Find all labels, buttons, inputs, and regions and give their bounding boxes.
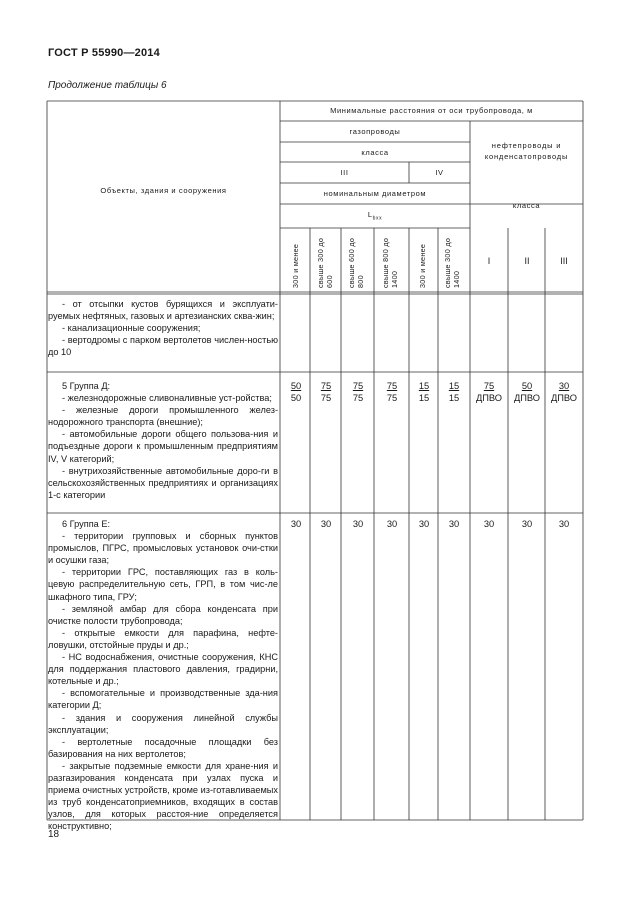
class-iii-header: III bbox=[340, 168, 349, 177]
list-item: - от отсыпки кустов бурящихся и эксплуати-руемых нефтяных, газовых и артезианских сква-жин; bbox=[48, 299, 278, 322]
page-number: 18 bbox=[48, 829, 60, 840]
list-item: - внутрихозяйственные автомобильные доро-ги в сельскохозяйственных предприятиях и организациях 1-с категории bbox=[48, 465, 278, 500]
oil-class-ii: II bbox=[524, 256, 530, 266]
value-top: 15 bbox=[448, 381, 460, 391]
value-top: 50 bbox=[290, 381, 302, 391]
value-cell bbox=[311, 380, 341, 404]
gas-class-header: класса bbox=[361, 148, 389, 157]
value-bottom: 50 bbox=[290, 393, 302, 403]
value-cell bbox=[439, 380, 469, 404]
list-item: - вертолетные посадочные площадки без базирования на них вертолетов; bbox=[48, 736, 278, 759]
value-bottom: 15 bbox=[448, 393, 460, 403]
list-item: - вертодромы с парком вертолетов числен-ностью до 10 bbox=[48, 335, 278, 358]
list-item: - НС водоснабжения, очистные сооружения, КНС для поддержания пластового давления, градирни, котельные и др.; bbox=[48, 652, 278, 687]
value-cell bbox=[377, 380, 407, 404]
value-cell: 30 bbox=[418, 519, 430, 529]
list-item: - автомобильные дороги общего пользова-ния и подъездные дороги к промышленным предприятиям IV, V категорий; bbox=[48, 429, 278, 464]
oil-class-header: класса bbox=[512, 201, 541, 210]
class-iv-header: IV bbox=[435, 168, 444, 177]
value-top: 75 bbox=[386, 381, 398, 391]
value-bottom: ДПВО bbox=[475, 393, 503, 403]
value-cell bbox=[281, 380, 311, 404]
list-item: - канализационные сооружения; bbox=[62, 323, 201, 334]
value-cell: 30 bbox=[386, 519, 398, 529]
value-cell: 30 bbox=[521, 519, 533, 529]
value-cell: 30 bbox=[290, 519, 302, 529]
list-item: - вспомогательные и производственные зда-ния категории Д; bbox=[48, 688, 278, 711]
min-distances-header: Минимальные расстояния от оси трубопровода, м bbox=[330, 106, 533, 115]
group-heading: 5 Группа Д: bbox=[62, 381, 111, 391]
value-bottom: ДПВО bbox=[513, 393, 541, 403]
oil-class-iii: III bbox=[560, 256, 568, 266]
value-cell bbox=[343, 380, 373, 404]
value-cell: 30 bbox=[448, 519, 460, 529]
value-top: 30 bbox=[558, 381, 570, 391]
value-top: 15 bbox=[418, 381, 430, 391]
list-item: - закрытые подземные емкости для хране-ния и разгазирования конденсата при узлах пуска и приема очистных устройств, кроме из-готавливаемых из труб конденсатоприемников, входящих в состав узлов, для которых расстоя-ние определяется конструктивно; bbox=[48, 760, 278, 832]
diameter-symbol bbox=[280, 209, 470, 225]
value-bottom: 75 bbox=[320, 393, 332, 403]
subcol-4-header: свыше 800 до 1400 bbox=[381, 237, 399, 288]
value-cell: 30 bbox=[558, 519, 570, 529]
value-cell bbox=[409, 380, 439, 404]
group-heading: 6 Группа Е: bbox=[62, 519, 111, 529]
subcol-1-header: 300 и менее bbox=[291, 243, 300, 288]
value-top: 75 bbox=[320, 381, 332, 391]
value-bottom: 75 bbox=[352, 393, 364, 403]
value-cell bbox=[546, 380, 582, 404]
row-1-objects bbox=[48, 298, 278, 358]
value-cell bbox=[471, 380, 507, 404]
value-bottom: 15 bbox=[418, 393, 430, 403]
list-item: - земляной амбар для сбора конденсата при очистке полости трубопровода; bbox=[48, 603, 278, 626]
oil-class-i: I bbox=[487, 256, 491, 266]
subcol-3-header: свыше 600 до 800 bbox=[347, 237, 365, 288]
list-item: - территории групповых и сборных пунктов промыслов, ПГРС, промысловых установок очи-стки и осушки газа; bbox=[48, 531, 278, 566]
list-item: - здания и сооружения линейной службы эксплуатации; bbox=[48, 712, 278, 735]
oil-pipelines-header: нефтепроводы и конденсатопроводы bbox=[484, 141, 569, 161]
value-bottom: ДПВО bbox=[550, 393, 578, 403]
subcol-2-header: свыше 300 до 600 bbox=[316, 237, 334, 288]
value-top: 50 bbox=[521, 381, 533, 391]
diameter-symbol-sub: bxx bbox=[372, 215, 383, 222]
list-item: - открытые емкости для парафина, нефте-ловушки, отстойные пруды и др.; bbox=[48, 627, 278, 650]
value-cell: 30 bbox=[352, 519, 364, 529]
subcol-6-header: свыше 300 до 1400 bbox=[443, 237, 461, 288]
nominal-diameter-header: номинальным диаметром bbox=[323, 189, 427, 198]
value-cell bbox=[509, 380, 545, 404]
gas-pipelines-header: газопроводы bbox=[349, 127, 401, 136]
value-top: 75 bbox=[483, 381, 495, 391]
value-cell: 30 bbox=[483, 519, 495, 529]
list-item: - железнодорожные сливоналивные уст-ройства; bbox=[62, 393, 272, 404]
list-item: - территории ГРС, поставляющих газ в коль-цевую распределительную сеть, ГРП, в том чис-ле шкафного типа, ГРУ; bbox=[48, 567, 278, 602]
row-2-objects bbox=[48, 380, 278, 501]
objects-column-header: Объекты, здания и сооружения bbox=[100, 186, 227, 195]
document-title: ГОСТ Р 55990—2014 bbox=[48, 47, 160, 59]
value-top: 75 bbox=[352, 381, 364, 391]
subcol-5-header: 300 и менее bbox=[418, 243, 427, 288]
value-bottom: 75 bbox=[386, 393, 398, 403]
list-item: - железные дороги промышленного желез-нодорожного транспорта (внешние); bbox=[48, 405, 278, 428]
row-3-objects bbox=[48, 518, 278, 832]
diameter-symbol-l: L bbox=[367, 210, 373, 219]
table-continuation-caption: Продолжение таблицы 6 bbox=[48, 80, 167, 91]
value-cell: 30 bbox=[320, 519, 332, 529]
